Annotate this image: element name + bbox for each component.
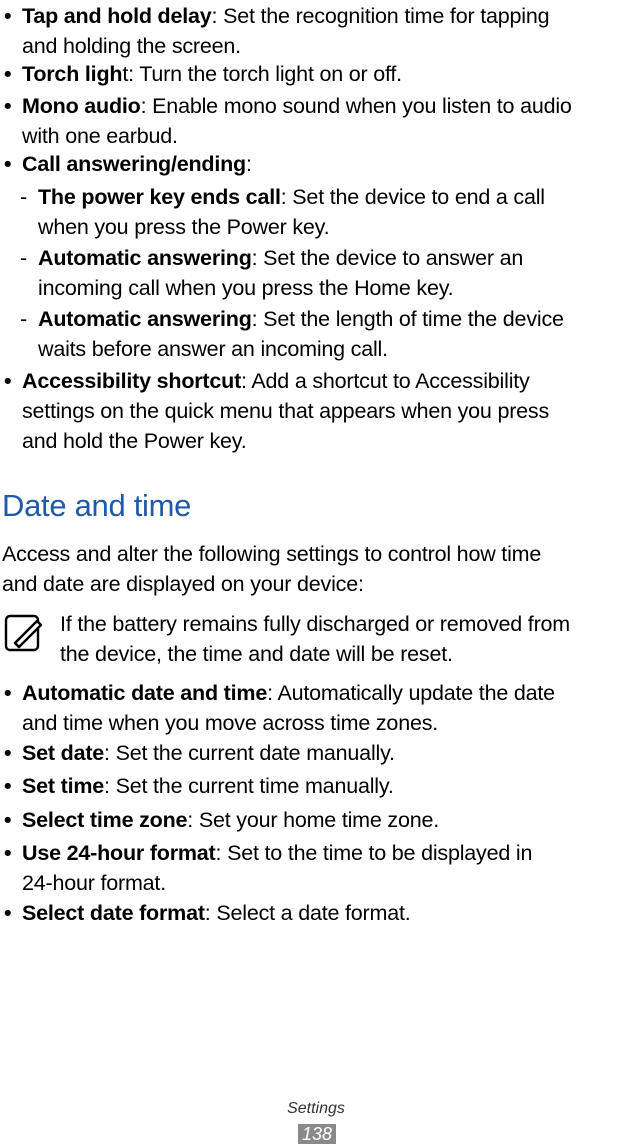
bullet: • [4, 152, 12, 176]
item-desc: and time when you move across time zones. [22, 711, 439, 735]
footer-section-label: Settings [287, 1100, 345, 1117]
item-term: Accessibility shortcut [22, 369, 242, 393]
dash: - [20, 246, 27, 270]
item-desc: incoming call when you press the Home key. [38, 276, 454, 300]
bullet: • [4, 62, 12, 86]
item-desc: and holding the screen. [22, 34, 241, 58]
item-term: Select date format [22, 901, 205, 925]
item-desc: : Set your home time zone. [187, 808, 440, 832]
item-term: Torch ligh [22, 62, 123, 86]
bullet: • [4, 741, 12, 765]
item-term: Select time zone [22, 808, 188, 832]
item-desc: : Select a date format. [204, 901, 411, 925]
item-term: Mono audio [22, 94, 141, 118]
item-desc: 24-hour format. [22, 871, 166, 895]
bullet: • [4, 369, 12, 393]
item-term: Automatic answering [38, 246, 252, 270]
item-term: Set time [22, 774, 105, 798]
item-term: Automatic answering [38, 307, 252, 331]
intro-line: Access and alter the following settings to control how time [2, 542, 542, 566]
bullet: • [4, 681, 12, 705]
item-term: Call answering/ending [22, 152, 246, 176]
item-desc: : Set the device to end a call [280, 185, 545, 209]
item-term: Set date [22, 741, 105, 765]
bullet: • [4, 4, 12, 28]
item-desc: : Set the length of time the device [251, 307, 564, 331]
note-line: the device, the time and date will be reset. [60, 642, 453, 666]
item-desc: : Set the current time manually. [104, 774, 394, 798]
item-desc: t: Turn the torch light on or off. [122, 62, 402, 86]
item-desc: : Set to the time to be displayed in [215, 841, 533, 865]
dash: - [20, 307, 27, 331]
note-line: If the battery remains fully discharged or removed from [60, 612, 570, 636]
section-intro [2, 539, 541, 599]
note-pencil-icon [3, 613, 47, 657]
item-desc: when you press the Power key. [38, 215, 330, 239]
note-text [60, 609, 570, 669]
intro-line: and date are displayed on your device: [2, 572, 364, 596]
bullet: • [4, 94, 12, 118]
item-desc: : Set the recognition time for tapping [211, 4, 550, 28]
item-desc: : Add a shortcut to Accessibility [241, 369, 530, 393]
item-desc: and hold the Power key. [22, 429, 247, 453]
section-heading: Date and time [2, 488, 192, 523]
bullet: • [4, 808, 12, 832]
item-term: Automatic date and time [22, 681, 268, 705]
bullet: • [4, 841, 12, 865]
bullet: • [4, 901, 12, 925]
item-term: The power key ends call [38, 185, 281, 209]
item-desc: : Automatically update the date [267, 681, 555, 705]
item-term: Use 24-hour format [22, 841, 216, 865]
bullet: • [4, 774, 12, 798]
item-desc: : Enable mono sound when you listen to audio [140, 94, 572, 118]
dash: - [20, 185, 27, 209]
item-desc: : Set the current date manually. [104, 741, 395, 765]
item-term: Tap and hold delay [22, 4, 212, 28]
page-number: 138 [298, 1124, 336, 1144]
item-desc: : Set the device to answer an [251, 246, 524, 270]
item-desc: with one earbud. [22, 124, 178, 148]
item-desc: : [245, 152, 252, 176]
item-desc: settings on the quick menu that appears when you press [22, 399, 550, 423]
item-desc: waits before answer an incoming call. [38, 337, 388, 361]
